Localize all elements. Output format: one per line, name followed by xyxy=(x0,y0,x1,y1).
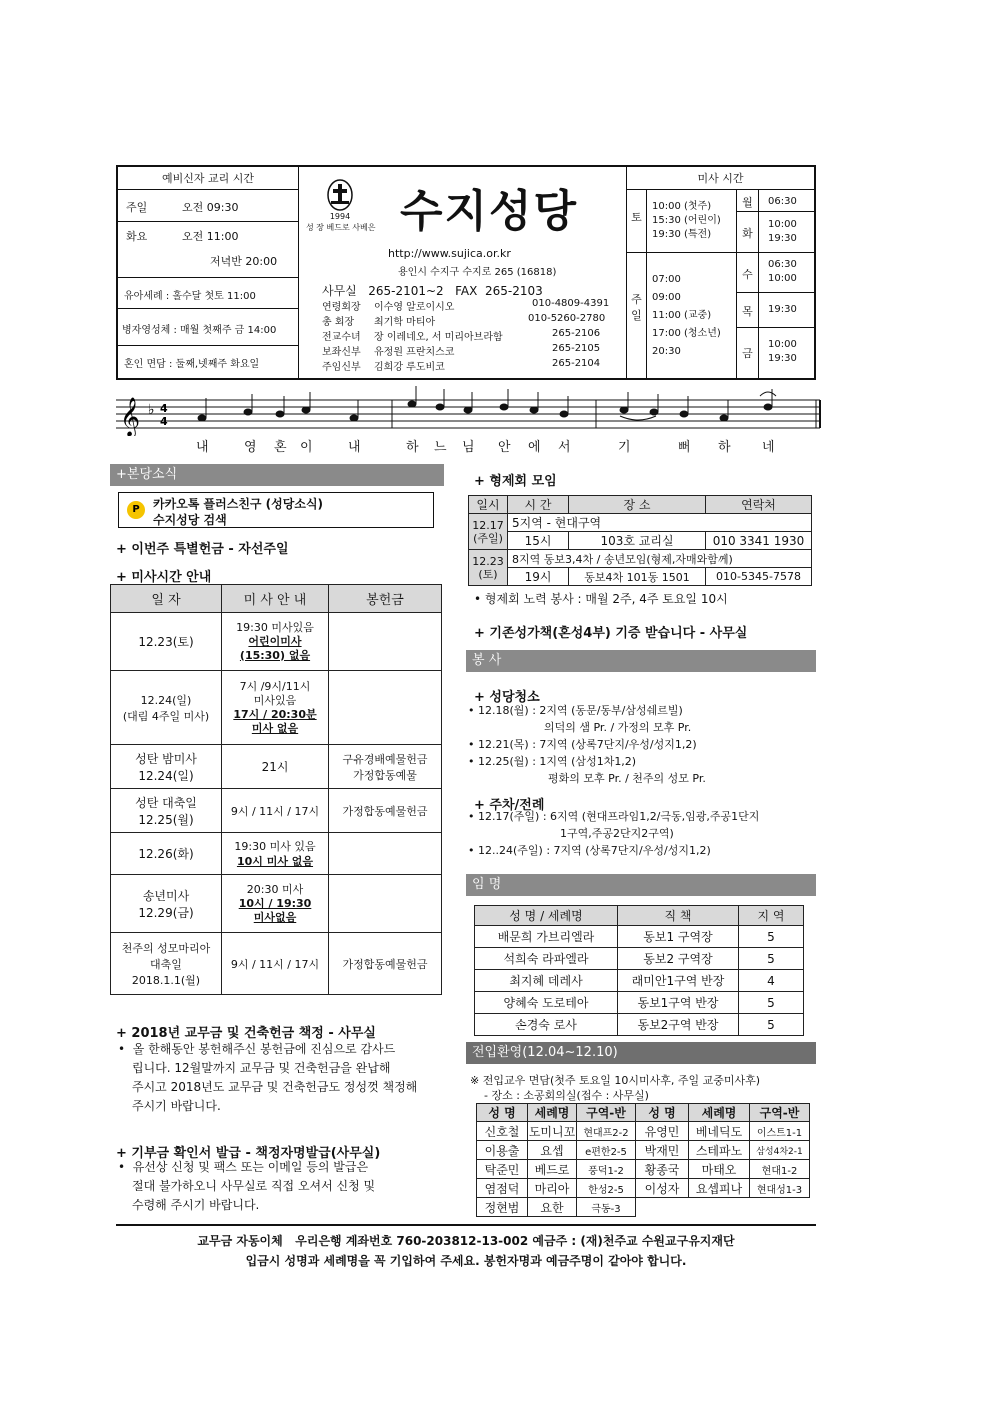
lyric-syllable: 영 xyxy=(244,440,257,455)
table-row xyxy=(475,992,804,1014)
welcome-note-1: ※ 전입교우 면담(첫주 토요일 10시미사후, 주일 교중미사후) xyxy=(470,1074,761,1087)
welcome-cell: 염점덕 xyxy=(477,1179,528,1198)
svg-text:4: 4 xyxy=(160,415,168,428)
lyric-syllable: 하 xyxy=(718,440,731,455)
col-area: 구역-반 xyxy=(750,1104,810,1122)
welcome-cell: 베드로 xyxy=(528,1160,577,1179)
weekday-thu: 목 xyxy=(742,305,753,318)
lyric-syllable: 내 xyxy=(348,440,361,455)
col-baptism: 세례명 xyxy=(689,1104,750,1122)
budget-line: 립니다. 12월말까지 교무금 및 건축헌금을 완납해 xyxy=(132,1061,391,1075)
lyric-syllable: 뻐 xyxy=(678,440,691,455)
appoint-role: 동보2구역 반장 xyxy=(618,1014,739,1036)
col-date: 일 자 xyxy=(111,585,222,613)
col-time: 시 간 xyxy=(508,496,569,514)
lyric-syllable: 기 xyxy=(618,440,631,455)
lyric-syllable: 서 xyxy=(558,440,571,455)
table-header-row xyxy=(475,906,804,926)
appoint-role: 동보1구역 반장 xyxy=(618,992,739,1014)
contact-role: 총 회장 xyxy=(322,317,355,328)
contact-role: 연령회장 xyxy=(322,302,361,313)
budget-line: • 올 한해동안 봉헌해주신 봉헌금에 진심으로 감사드 xyxy=(118,1042,396,1056)
frat-place: 동보4차 101동 1501 xyxy=(569,568,706,586)
welcome-cell: 한성2-5 xyxy=(577,1179,636,1198)
mass-date: 12.24(일) (대림 4주일 미사) xyxy=(111,671,222,745)
cleaning-text: 12.18(월) : 2지역 (동문/동부/삼성쉐르빌) xyxy=(478,704,683,717)
table-header-row xyxy=(469,496,812,514)
kakao-line1: 카카오톡 플러스친구 (성당소식) xyxy=(153,497,324,511)
contact-role: 전교수녀 xyxy=(322,332,361,343)
lyric-syllable: 네 xyxy=(762,440,775,455)
budget-title: + 2018년 교무금 및 건축헌금 책정 - 사무실 xyxy=(116,1026,376,1041)
contact-name: 장 이레네오, 서 미리아브라함 xyxy=(374,332,503,343)
mass-time: 17:00 (청소년) xyxy=(652,328,721,339)
table-row xyxy=(111,933,442,995)
special-offering: + 이번주 특별헌금 - 자선주일 xyxy=(116,542,289,557)
welcome-cell: 신호철 xyxy=(477,1122,528,1141)
table-row xyxy=(469,514,812,532)
frat-place: 103호 교리실 xyxy=(569,532,706,550)
receipt-title-text: 기부금 확인서 발급 - 책정자명발급(사무실) xyxy=(131,1146,381,1161)
appoint-name: 손경숙 로사 xyxy=(475,1014,618,1036)
cleaning-title-text: 성당청소 xyxy=(489,690,540,705)
appoint-role: 래미안1구역 반장 xyxy=(618,970,739,992)
mass-time: 19:30 (특전) xyxy=(652,229,712,240)
mass-info-line: 20:30 미사 xyxy=(246,882,304,896)
table-row xyxy=(475,1014,804,1036)
welcome-cell: 이성자 xyxy=(636,1179,689,1198)
welcome-note-2: - 장소 : 소공회의실(접수 : 사무실) xyxy=(484,1089,649,1102)
footer-account: 교무금 자동이체 우리은행 계좌번호 760-203812-13-002 예금주 : (재)천주교 수원교구유지재단 xyxy=(197,1234,735,1248)
sunday-label-text: 주일 xyxy=(631,293,642,322)
welcome-cell: 황종국 xyxy=(636,1160,689,1179)
kakao-line2: 수지성당 검색 xyxy=(153,513,227,527)
welcome-cell xyxy=(689,1198,750,1217)
frat-time: 19시 xyxy=(508,568,569,586)
appoint-region: 5 xyxy=(739,948,804,970)
lyric-syllable: 님 xyxy=(462,440,475,455)
appoint-region: 5 xyxy=(739,926,804,948)
mass-offering: 구유경배예물헌금 가정합동예물 xyxy=(329,745,442,789)
contact-role: 보좌신부 xyxy=(322,347,361,358)
mass-info: 9시 / 11시 / 17시 xyxy=(222,789,329,833)
kakao-plus-icon: P xyxy=(127,501,145,519)
frat-note-text: 형제회 노력 봉사 : 매월 2주, 4주 토요일 10시 xyxy=(484,592,728,606)
contact-row xyxy=(322,358,622,373)
welcome-cell: 이용출 xyxy=(477,1141,528,1160)
table-row xyxy=(469,568,812,586)
cleaning-item: • 12.18(월) : 2지역 (동문/동부/삼성쉐르빌) xyxy=(468,704,683,717)
cleaning-list xyxy=(468,702,706,787)
welcome-cell: 정현범 xyxy=(477,1198,528,1217)
lyric-syllable: 에 xyxy=(528,440,541,455)
receipt-line: 절대 불가하오니 사무실로 직접 오셔서 신청 및 xyxy=(132,1179,376,1193)
mass-date: 성탄 대축일 12.25(월) xyxy=(111,789,222,833)
lyric-syllable: 이 xyxy=(300,440,313,455)
news-title: 본당소식 xyxy=(126,467,178,482)
plus-icon: + xyxy=(116,467,127,482)
fraternity-table xyxy=(468,495,812,586)
parking-text: 12.17(주일) : 6지역 (현대프라임1,2/극동,임광,주공1단지 xyxy=(478,810,760,823)
news-bar xyxy=(110,464,444,486)
hymnbook-notice: + 기존성가책(혼성4부) 기증 받습니다 - 사무실 xyxy=(474,626,748,641)
parking-item: • 12.17(주일) : 6지역 (현대프라임1,2/극동,임광,주공1단지 xyxy=(468,810,760,823)
footer-note: 입금시 성명과 세례명을 꼭 기입하여 주세요. 봉헌자명과 예금주명이 같아야 합니다. xyxy=(245,1254,687,1268)
hymnbook-text: 기존성가책(혼성4부) 기증 받습니다 - 사무실 xyxy=(489,626,748,641)
receipt-line-text: 유선상 신청 및 팩스 또는 이메일 등의 발급은 xyxy=(132,1160,369,1174)
saturday-label: 토 xyxy=(631,211,642,224)
welcome-cell: 마태오 xyxy=(689,1160,750,1179)
welcome-cell: 현대성1-3 xyxy=(750,1179,810,1198)
cleaning-item: 평화의 모후 Pr. / 천주의 성모 Pr. xyxy=(548,772,706,785)
catechism-time-3: 저녁반 20:00 xyxy=(210,255,278,268)
mass-time: 09:00 xyxy=(652,292,681,303)
welcome-cell: 도미니꼬 xyxy=(528,1122,577,1141)
budget-title-text: 2018년 교무금 및 건축헌금 책정 - 사무실 xyxy=(131,1026,376,1041)
sunday-label xyxy=(627,292,646,324)
mass-info: 21시 xyxy=(222,745,329,789)
contact-row xyxy=(322,313,622,328)
contact-phone: 010-5260-2780 xyxy=(528,313,606,324)
col-area: 구역-반 xyxy=(577,1104,636,1122)
sick-communion-info: 병자영성체 : 매월 첫째주 금 14:00 xyxy=(122,325,277,336)
appoint-region: 4 xyxy=(739,970,804,992)
table-row xyxy=(469,550,812,568)
catechism-title: 예비신자 교리 시간 xyxy=(161,172,254,185)
svg-text:4: 4 xyxy=(160,402,168,415)
table-row xyxy=(111,833,442,875)
music-staff xyxy=(116,386,822,436)
contact-name: 이수영 알로이시오 xyxy=(374,302,455,313)
table-row xyxy=(111,613,442,671)
mass-offering xyxy=(329,671,442,745)
receipt-title: + 기부금 확인서 발급 - 책정자명발급(사무실) xyxy=(116,1146,381,1161)
sunday-times xyxy=(652,271,721,361)
welcome-cell: 현대1-2 xyxy=(750,1160,810,1179)
baptism-info: 유아세례 : 홀수달 첫토 11:00 xyxy=(124,291,256,302)
contact-name: 유정원 프란치스코 xyxy=(374,347,455,358)
table-row xyxy=(475,970,804,992)
catechism-day-2: 화요 xyxy=(126,230,148,243)
weekday-tue-times: 10:00 19:30 xyxy=(768,219,797,244)
table-row xyxy=(469,532,812,550)
lyric-syllable: 내 xyxy=(196,440,209,455)
table-header-row xyxy=(111,585,442,613)
svg-text:♭: ♭ xyxy=(148,402,155,418)
welcome-cell: 탁준민 xyxy=(477,1160,528,1179)
mass-info-line: 7시 /9시/11시 xyxy=(239,679,311,693)
appoint-name: 최지혜 데레사 xyxy=(475,970,618,992)
cleaning-item: • 12.25(월) : 1지역 (삼성1차1,2) xyxy=(468,755,637,768)
mass-info-change: 10시 미사 없음 xyxy=(236,854,314,868)
mass-info xyxy=(222,833,329,875)
receipt-line: • 유선상 신청 및 팩스 또는 이메일 등의 발급은 xyxy=(118,1160,369,1174)
welcome-cell: 요셉피나 xyxy=(689,1179,750,1198)
mass-date: 송년미사 12.29(금) xyxy=(111,875,222,933)
welcome-cell xyxy=(636,1198,689,1217)
table-row xyxy=(477,1160,810,1179)
welcome-cell: 베네딕도 xyxy=(689,1122,750,1141)
mass-offering: 가정합동예물헌금 xyxy=(329,933,442,995)
cleaning-text: 12.25(월) : 1지역 (삼성1차1,2) xyxy=(478,755,637,768)
mass-info-line: 미사있음 xyxy=(253,693,297,707)
mass-info: 9시 / 11시 / 17시 xyxy=(222,933,329,995)
mass-info-change: (15:30) 없음 xyxy=(239,648,311,662)
parking-list xyxy=(468,808,759,859)
table-row xyxy=(477,1122,810,1141)
receipt-text xyxy=(118,1158,448,1215)
weekday-thu-times: 19:30 xyxy=(768,304,797,315)
welcome-cell: 삼성4차2-1 xyxy=(750,1141,810,1160)
col-place: 장 소 xyxy=(569,496,706,514)
mass-time: 10:00 (첫주) xyxy=(652,201,712,212)
service-bar: 봉 사 xyxy=(466,650,816,672)
website-link[interactable]: http://www.sujica.or.kr xyxy=(388,247,511,260)
mass-info xyxy=(222,613,329,671)
weekday-fri: 금 xyxy=(742,347,753,360)
welcome-cell: 풍덕1-2 xyxy=(577,1160,636,1179)
col-name: 성 명 xyxy=(477,1104,528,1122)
welcome-cell: 극동-3 xyxy=(577,1198,636,1217)
mass-time: 15:30 (어린이) xyxy=(652,215,721,226)
mass-title: 미사 시간 xyxy=(697,172,744,185)
table-row xyxy=(111,875,442,933)
contact-phone: 265-2106 xyxy=(552,328,601,339)
mass-info-line: 19:30 미사있음 xyxy=(236,620,314,634)
mass-time: 20:30 xyxy=(652,346,681,357)
contacts-list xyxy=(322,298,622,373)
cleaning-text: 12.21(목) : 7지역 (상록7단지/우성/성지1,2) xyxy=(478,738,697,751)
col-baptism: 세례명 xyxy=(528,1104,577,1122)
table-row xyxy=(477,1141,810,1160)
welcome-cell: 현대프2-2 xyxy=(577,1122,636,1141)
table-row xyxy=(111,745,442,789)
lyric-syllable: 느 xyxy=(434,440,447,455)
parking-item: • 12..24(주일) : 7지역 (상록7단지/우성/성지1,2) xyxy=(468,844,711,857)
table-row xyxy=(477,1198,810,1217)
welcome-cell: 박재민 xyxy=(636,1141,689,1160)
special-offering-text: 이번주 특별헌금 - 자선주일 xyxy=(131,542,289,557)
col-offering: 봉헌금 xyxy=(329,585,442,613)
catechism-day-1: 주일 xyxy=(126,201,148,214)
mass-guide-table xyxy=(110,584,442,995)
frat-region: 5지역 - 현대구역 xyxy=(508,514,812,532)
office-phone: 사무실 265-2101~2 FAX 265-2103 xyxy=(322,284,543,298)
mass-date: 12.23(토) xyxy=(111,613,222,671)
appoint-name: 배문희 가브리엘라 xyxy=(475,926,618,948)
mass-date: 12.26(화) xyxy=(111,833,222,875)
music-lyrics xyxy=(116,436,822,456)
footer-divider xyxy=(116,1224,816,1226)
mass-offering xyxy=(329,833,442,875)
appoint-name: 양혜숙 도로테아 xyxy=(475,992,618,1014)
appointment-table xyxy=(474,905,804,1036)
mass-offering xyxy=(329,613,442,671)
frat-phone: 010 3341 1930 xyxy=(706,532,812,550)
col-name: 성 명 / 세례명 xyxy=(475,906,618,926)
fraternity-title-text: 형제회 모임 xyxy=(489,474,557,489)
lyric-syllable: 혼 xyxy=(274,440,287,455)
catechism-time-2: 오전 11:00 xyxy=(182,230,239,243)
svg-text:𝄞: 𝄞 xyxy=(120,397,141,436)
appoint-region: 5 xyxy=(739,1014,804,1036)
table-row xyxy=(111,671,442,745)
mass-offering: 가정합동예물헌금 xyxy=(329,789,442,833)
receipt-line: 수령해 주시기 바랍니다. xyxy=(132,1198,260,1212)
col-name: 성 명 xyxy=(636,1104,689,1122)
table-row xyxy=(111,789,442,833)
contact-phone: 265-2104 xyxy=(552,358,601,369)
welcome-cell: 이스트1-1 xyxy=(750,1122,810,1141)
col-region: 지 역 xyxy=(739,906,804,926)
contact-row xyxy=(322,328,622,343)
parking-title: + 주차/전례 xyxy=(474,798,545,813)
col-contact: 연락처 xyxy=(706,496,812,514)
table-row xyxy=(477,1179,810,1198)
appoint-role: 동보1 구역장 xyxy=(618,926,739,948)
weekday-wed-times: 06:30 10:00 xyxy=(768,259,797,284)
mass-info-change: 미사 없음 xyxy=(251,721,299,735)
welcome-cell: 요한 xyxy=(528,1198,577,1217)
contact-row xyxy=(322,298,622,313)
table-row xyxy=(475,948,804,970)
budget-text xyxy=(118,1040,448,1116)
mass-info-change: 어린이미사 xyxy=(248,634,302,648)
mass-offering xyxy=(329,875,442,933)
appoint-name: 석희숙 라파엘라 xyxy=(475,948,618,970)
appoint-role: 동보2 구역장 xyxy=(618,948,739,970)
contact-name: 최기학 마티아 xyxy=(374,317,436,328)
frat-time: 15시 xyxy=(508,532,569,550)
welcome-table xyxy=(476,1103,810,1217)
fraternity-title: + 형제회 모임 xyxy=(474,474,557,489)
welcome-cell: 마리아 xyxy=(528,1179,577,1198)
welcome-cell: 유영민 xyxy=(636,1122,689,1141)
frat-note: • 형제회 노력 봉사 : 매월 2주, 4주 토요일 10시 xyxy=(474,592,728,606)
welcome-cell: 요셉 xyxy=(528,1141,577,1160)
frat-date: 12.17 (주일) xyxy=(469,514,508,550)
appoint-region: 5 xyxy=(739,992,804,1014)
marriage-info: 혼인 면담 : 둘째,넷째주 화요일 xyxy=(124,359,260,370)
weekday-mon: 월 xyxy=(742,196,753,209)
contact-row xyxy=(322,343,622,358)
parking-title-text: 주차/전례 xyxy=(489,798,545,813)
budget-line: 주시기 바랍니다. xyxy=(132,1099,221,1113)
cleaning-item: 의덕의 샘 Pr. / 가정의 모후 Pr. xyxy=(544,721,692,734)
weekday-wed: 수 xyxy=(742,268,753,281)
saturday-times xyxy=(652,200,721,242)
frat-date: 12.23 (토) xyxy=(469,550,508,586)
contact-phone: 265-2105 xyxy=(552,343,601,354)
kakao-box xyxy=(118,492,434,528)
mass-date: 성탄 밤미사 12.24(일) xyxy=(111,745,222,789)
lyric-syllable: 안 xyxy=(498,440,511,455)
cleaning-item: • 12.21(목) : 7지역 (상록7단지/우성/성지1,2) xyxy=(468,738,697,751)
welcome-cell: e편한2-5 xyxy=(577,1141,636,1160)
mass-info xyxy=(222,875,329,933)
mass-date: 천주의 성모마리아 대축일 2018.1.1(월) xyxy=(111,933,222,995)
mass-time: 11:00 (교중) xyxy=(652,310,712,321)
welcome-cell xyxy=(750,1198,810,1217)
weekday-mon-times: 06:30 xyxy=(768,196,797,207)
mass-guide-title: + 미사시간 안내 xyxy=(116,570,212,585)
table-header-row xyxy=(477,1104,810,1122)
budget-line: 주시고 2018년도 교무금 및 건축헌금도 정성껏 책정해 xyxy=(132,1080,418,1094)
header-box xyxy=(116,165,816,380)
contact-phone: 010-4809-4391 xyxy=(532,298,610,309)
mass-info-line: 19:30 미사 있음 xyxy=(234,839,316,853)
mass-guide-title-text: 미사시간 안내 xyxy=(131,570,212,585)
church-address: 용인시 수지구 수지로 265 (16818) xyxy=(398,267,557,278)
appoint-bar: 임 명 xyxy=(466,874,816,896)
parking-text: 12..24(주일) : 7지역 (상록7단지/우성/성지1,2) xyxy=(478,844,711,857)
welcome-bar: 전입환영(12.04~12.10) xyxy=(466,1042,816,1064)
weekday-tue: 화 xyxy=(742,227,753,240)
parking-item: 1구역,주공2단지2구역) xyxy=(560,827,674,840)
welcome-cell: 스테파노 xyxy=(689,1141,750,1160)
logo-caption: 성 장 베드로 사베은 xyxy=(306,223,376,232)
col-info: 미 사 안 내 xyxy=(222,585,329,613)
mass-time: 07:00 xyxy=(652,274,681,285)
col-role: 직 책 xyxy=(618,906,739,926)
frat-region: 8지역 동보3,4차 / 송년모임(형제,자매와함께) xyxy=(508,550,812,568)
church-logo-icon xyxy=(326,179,354,211)
cleaning-title: + 성당청소 xyxy=(474,690,540,705)
table-row xyxy=(475,926,804,948)
contact-role: 주임신부 xyxy=(322,362,361,373)
contact-name: 김희강 루도비코 xyxy=(374,362,445,373)
lyric-syllable: 하 xyxy=(406,440,419,455)
logo-year: 1994 xyxy=(329,212,351,221)
budget-line-text: 올 한해동안 봉헌해주신 봉헌금에 진심으로 감사드 xyxy=(132,1042,396,1056)
mass-info-change: 17시 / 20:30분 xyxy=(233,707,317,721)
church-name: 수지성당 xyxy=(400,186,579,237)
frat-phone: 010-5345-7578 xyxy=(706,568,812,586)
weekday-fri-times: 10:00 19:30 xyxy=(768,339,797,364)
col-date: 일시 xyxy=(469,496,508,514)
mass-info-change: 미사없음 xyxy=(253,910,297,924)
mass-info-change: 10시 / 19:30 xyxy=(238,896,312,910)
mass-info xyxy=(222,671,329,745)
catechism-time-1: 오전 09:30 xyxy=(182,201,239,214)
